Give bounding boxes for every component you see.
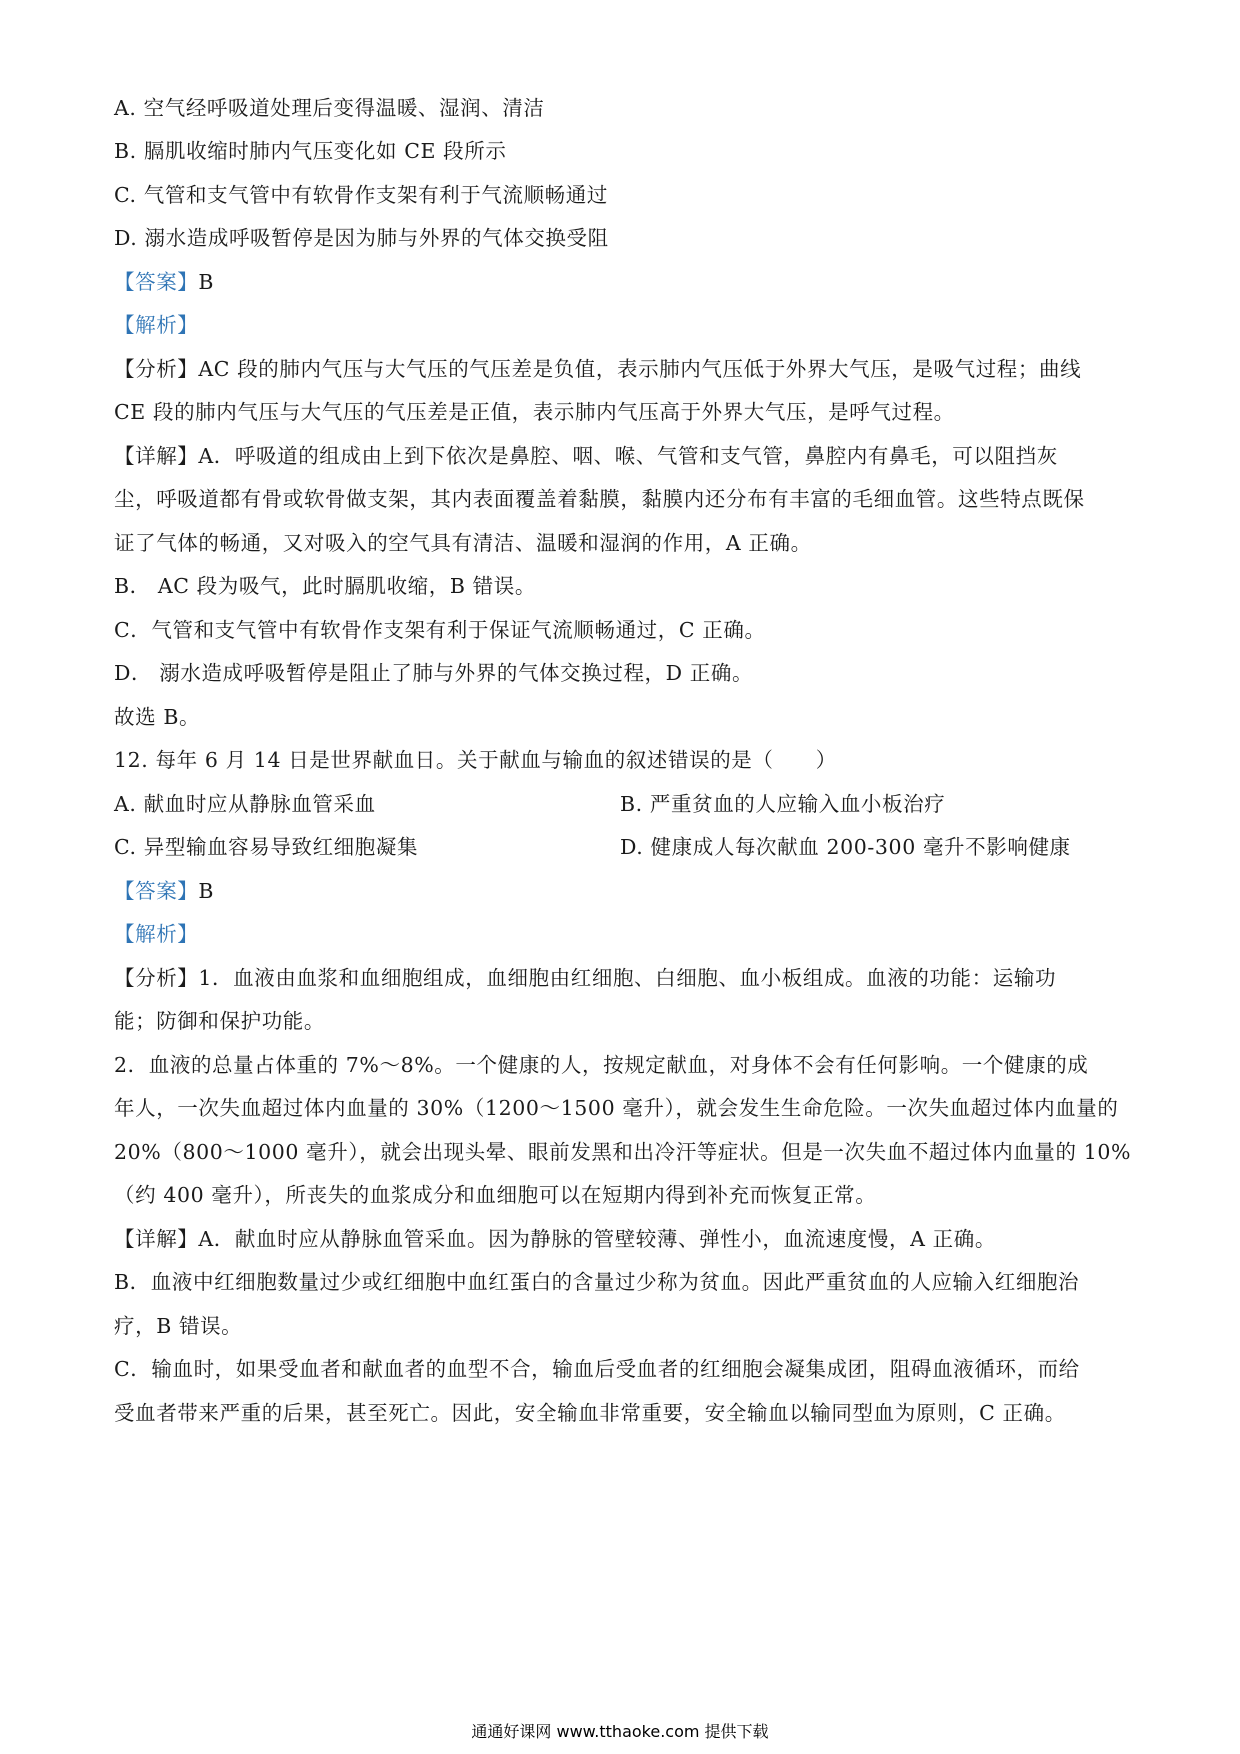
q11-option-b: B. 膈肌收缩时肺内气压变化如 CE 段所示: [114, 139, 507, 163]
q11-xiangjie-line1: [114, 441, 1134, 471]
answer-tag: 【答案】: [114, 879, 199, 903]
page-footer: 通通好课网 www.tthaoke.com 提供下载: [471, 1722, 769, 1741]
q12-xiangjie-c1: C．输血时，如果受血者和献血者的血型不合，输血后受血者的红细胞会凝集成团，阻碍血液循环，而给: [114, 1357, 1080, 1381]
answer-tag: 【答案】: [114, 270, 199, 294]
fenxi-tag: 【分析】: [114, 357, 199, 381]
q12-fenxi-p2-line4: （约 400 毫升），所丧失的血浆成分和血细胞可以在短期内得到补充而恢复正常。: [114, 1183, 877, 1207]
q11-xiangjie-line3: 证了气体的畅通，又对吸入的空气具有清洁、温暖和湿润的作用，A 正确。: [114, 531, 812, 555]
q12-xiangjie-b1: B．血液中红细胞数量过少或红细胞中血红蛋白的含量过少称为贫血。因此严重贫血的人应输入红细胞治: [114, 1270, 1080, 1294]
fenxi-tag: 【分析】: [114, 966, 199, 990]
q12-fenxi-line2: 能；防御和保护功能。: [114, 1009, 325, 1033]
xiangjie-text: A．献血时应从静脉血管采血。因为静脉的管壁较薄、弹性小，血流速度慢，A 正确。: [198, 1227, 996, 1251]
q11-fenxi-line2: CE 段的肺内气压与大气压的气压差是正值，表示肺内气压高于外界大气压，是呼气过程。: [114, 400, 955, 424]
q12-fenxi-p2-line2: 年人，一次失血超过体内血量的 30%（1200～1500 毫升），就会发生生命危险。一次失血超过体内血量的: [114, 1096, 1119, 1120]
q11-option-c: C. 气管和支气管中有软骨作支架有利于气流顺畅通过: [114, 183, 608, 207]
q11-fenxi-line1: [114, 354, 1134, 384]
q11-conclusion: 故选 B。: [114, 705, 201, 729]
fenxi-text: 1．血液由血浆和血细胞组成，血细胞由红细胞、白细胞、血小板组成。血液的功能：运输功: [198, 966, 1057, 990]
q12-fenxi-p2-line3: 20%（800～1000 毫升），就会出现头晕、眼前发黑和出冷汗等症状。但是一次失血不超过体内血量的 10%: [114, 1140, 1132, 1164]
answer-value: B: [198, 879, 215, 903]
q12-option-c: C. 异型输血容易导致红细胞凝集: [114, 835, 419, 859]
q12-jiexi-heading: 【解析】: [114, 922, 199, 946]
q11-option-d: D. 溺水造成呼吸暂停是因为肺与外界的气体交换受阻: [114, 226, 609, 250]
answer-value: B: [198, 270, 215, 294]
q12-fenxi-p2-line1: 2．血液的总量占体重的 7%～8%。一个健康的人，按规定献血，对身体不会有任何影响。一个健康的成: [114, 1053, 1089, 1077]
q12-xiangjie-a: [114, 1224, 1134, 1254]
q11-xiangjie-line2: 尘，呼吸道都有骨或软骨做支架，其内表面覆盖着黏膜，黏膜内还分布有丰富的毛细血管。这些特点既保: [114, 487, 1085, 511]
q12-stem: 12. 每年 6 月 14 日是世界献血日。关于献血与输血的叙述错误的是（ ）: [114, 748, 837, 772]
q12-answer: [114, 876, 1134, 906]
q11-xiangjie-c: C．气管和支气管中有软骨作支架有利于保证气流顺畅通过，C 正确。: [114, 618, 766, 642]
q11-option-a: A. 空气经呼吸道处理后变得温暖、湿润、清洁: [114, 96, 545, 120]
q12-option-b: B. 严重贫血的人应输入血小板治疗: [620, 792, 946, 816]
xiangjie-text: A．呼吸道的组成由上到下依次是鼻腔、咽、喉、气管和支气管，鼻腔内有鼻毛，可以阻挡灰: [198, 444, 1058, 468]
q12-option-a: A. 献血时应从静脉血管采血: [114, 792, 376, 816]
q11-xiangjie-d: D． 溺水造成呼吸暂停是阻止了肺与外界的气体交换过程，D 正确。: [114, 661, 754, 685]
q11-xiangjie-b: B． AC 段为吸气，此时膈肌收缩，B 错误。: [114, 574, 536, 598]
xiangjie-tag: 【详解】: [114, 1227, 199, 1251]
q12-fenxi-line1: [114, 963, 1134, 993]
q12-xiangjie-b2: 疗，B 错误。: [114, 1314, 243, 1338]
fenxi-text: AC 段的肺内气压与大气压的气压差是负值，表示肺内气压低于外界大气压，是吸气过程；曲线: [198, 357, 1082, 381]
q12-option-d: D. 健康成人每次献血 200-300 毫升不影响健康: [620, 835, 1071, 859]
q11-jiexi-heading: 【解析】: [114, 313, 199, 337]
q12-xiangjie-c2: 受血者带来严重的后果，甚至死亡。因此，安全输血非常重要，安全输血以输同型血为原则，C 正确。: [114, 1401, 1066, 1425]
xiangjie-tag: 【详解】: [114, 444, 199, 468]
q11-answer: [114, 267, 1134, 297]
